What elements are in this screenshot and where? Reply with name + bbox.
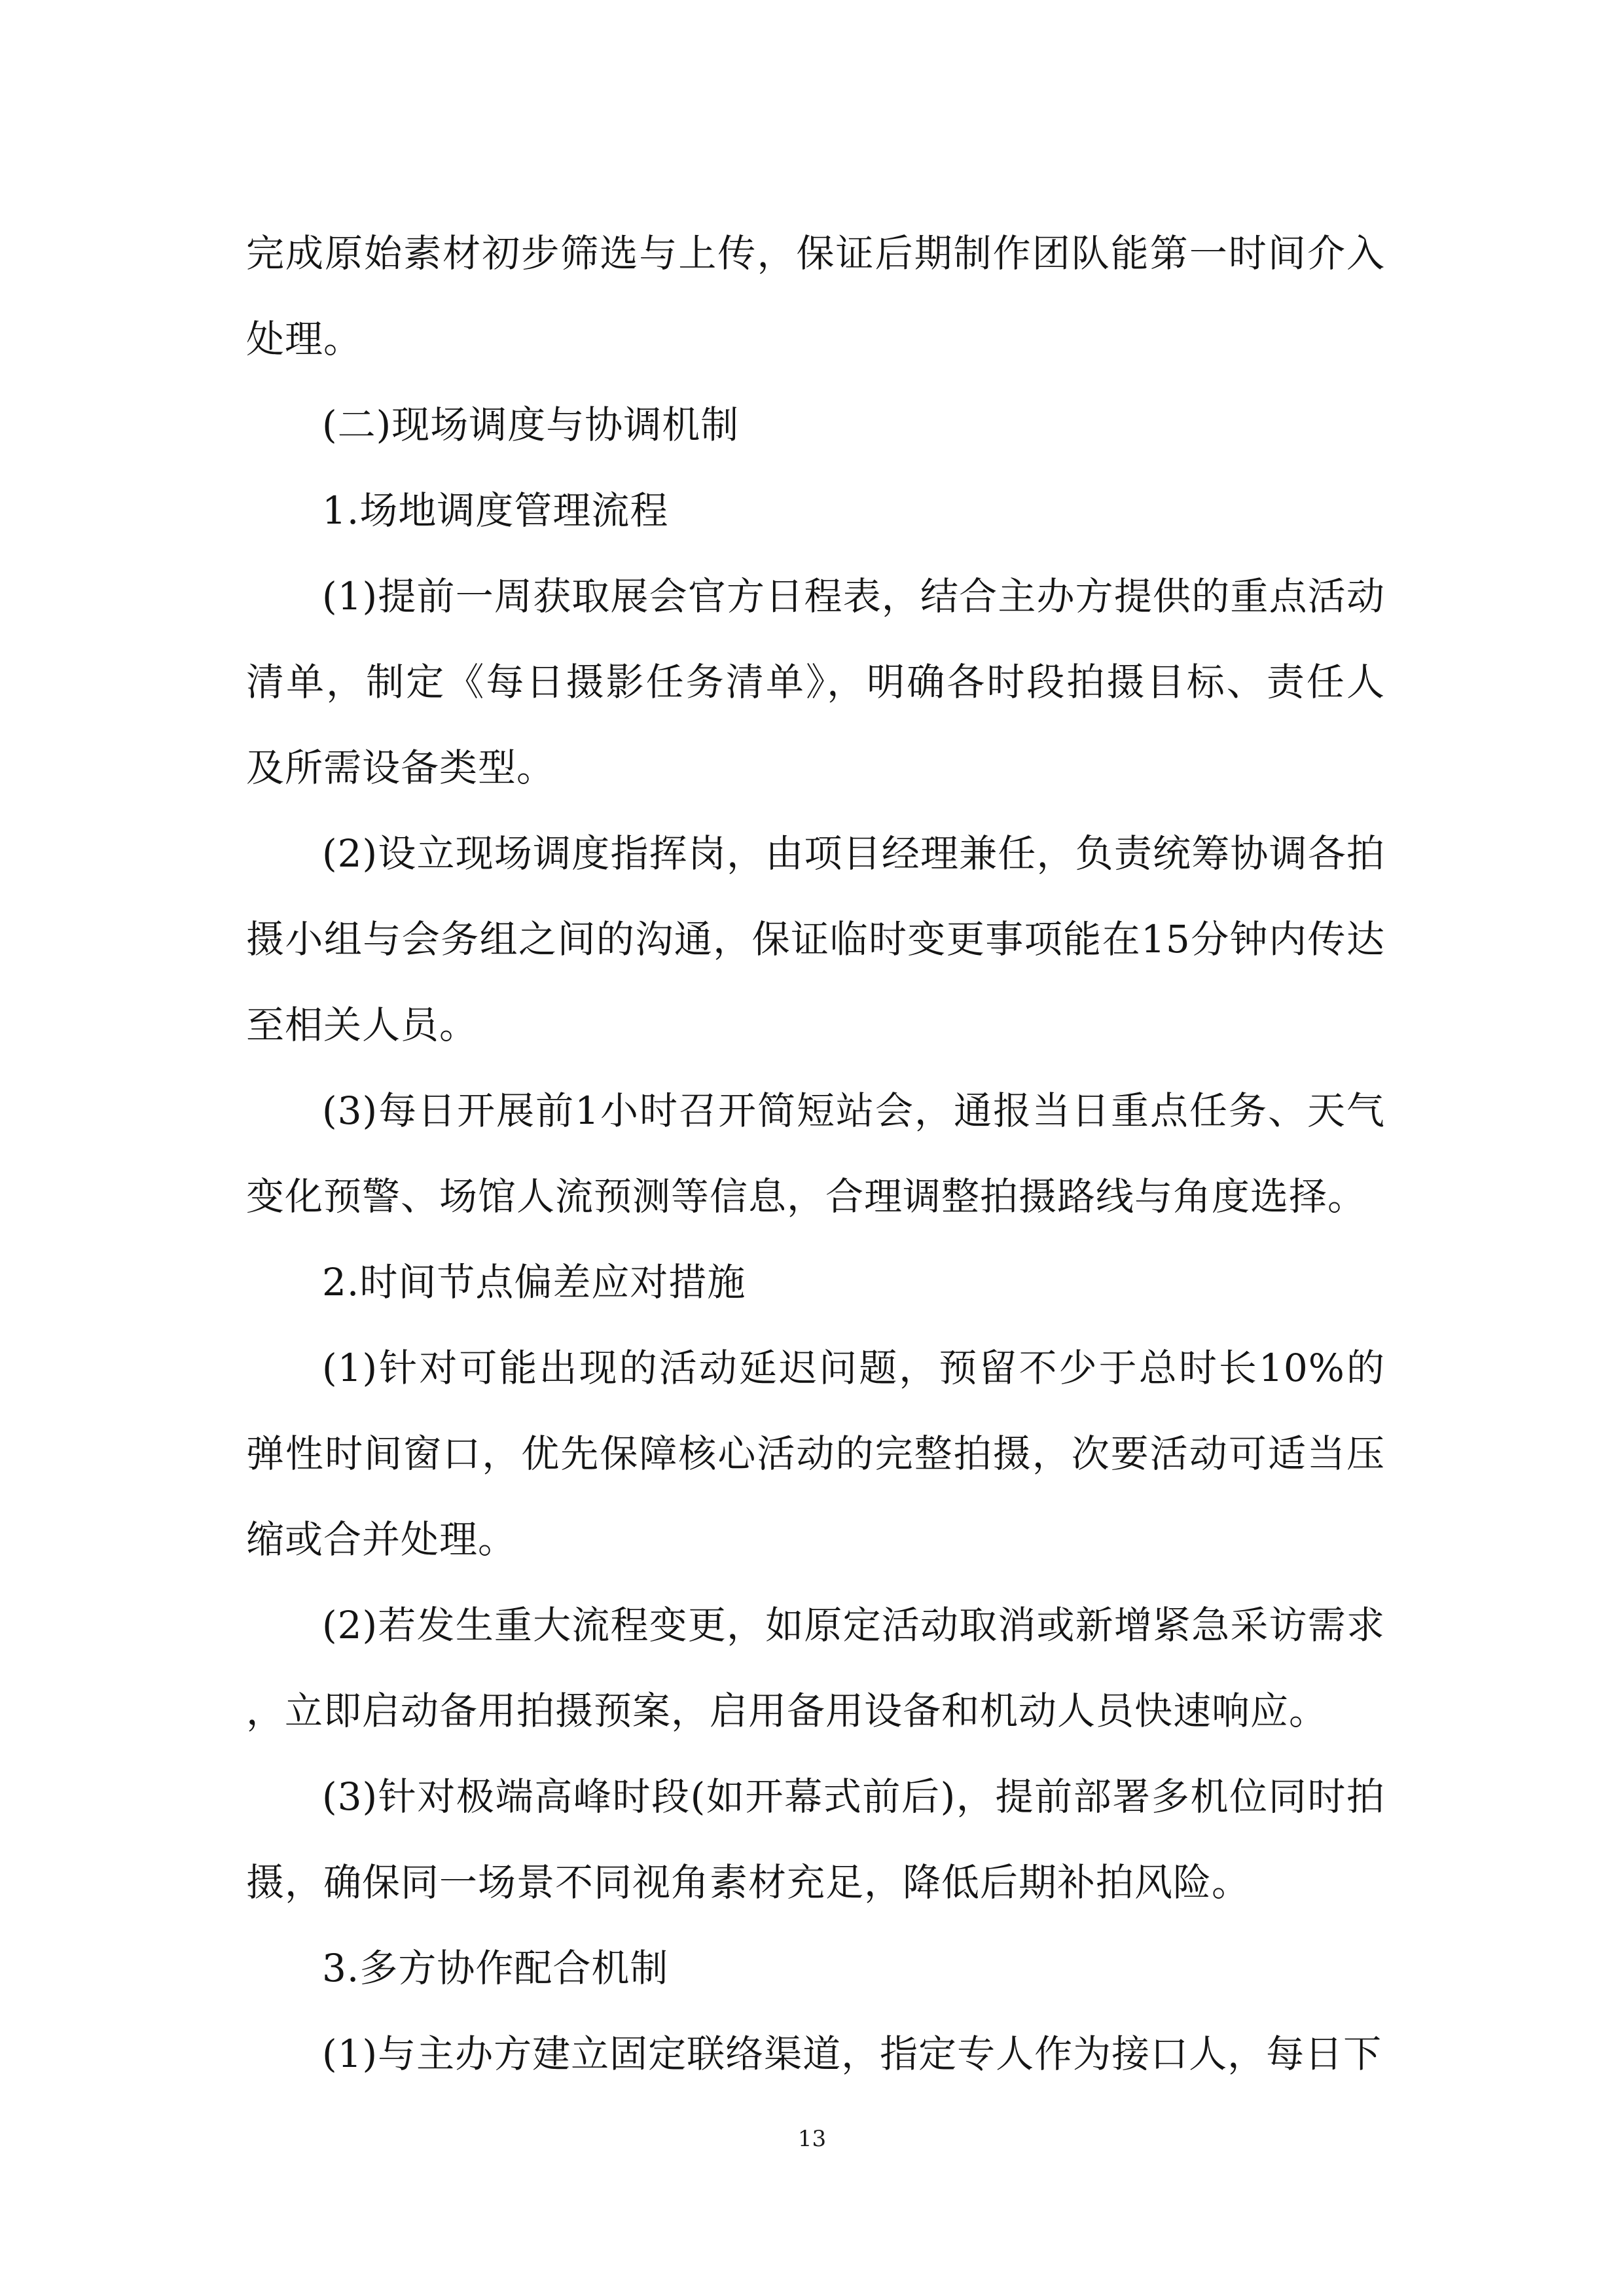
subsection-heading: 3.多方协作配合机制 <box>322 1946 669 1990</box>
list-item-paragraph: (1)针对可能出现的活动延迟问题，预留不少于总时长10%的弹性时间窗口，优先保障核心活动的完整拍摄，次要活动可适当压缩或合并处理。 <box>246 1346 1385 1562</box>
list-item-paragraph: (2)设立现场调度指挥岗，由项目经理兼任，负责统筹协调各拍摄小组与会务组之间的沟通，保证临时变更事项能在15分钟内传达至相关人员。 <box>246 831 1385 1047</box>
subsection-heading: 2.时间节点偏差应对措施 <box>322 1260 746 1304</box>
list-item-paragraph: (1)与主办方建立固定联络渠道，指定专人作为接口人，每日下 <box>322 2032 1382 2076</box>
section-heading: (二)现场调度与协调机制 <box>322 403 740 447</box>
list-item-paragraph: (3)针对极端高峰时段(如开幕式前后)，提前部署多机位同时拍摄，确保同一场景不同视角素材充足，降低后期补拍风险。 <box>246 1774 1385 1905</box>
subsection-heading: 1.场地调度管理流程 <box>322 488 669 533</box>
list-item-paragraph: (2)若发生重大流程变更，如原定活动取消或新增紧急采访需求，立即启动备用拍摄预案，启用备用设备和机动人员快速响应。 <box>246 1603 1385 1733</box>
list-item-paragraph: (1)提前一周获取展会官方日程表，结合主办方提供的重点活动清单，制定《每日摄影任务清单》，明确各时段拍摄目标、责任人及所需设备类型。 <box>246 574 1385 790</box>
paragraph-continuation: 完成原始素材初步筛选与上传，保证后期制作团队能第一时间介入处理。 <box>246 231 1385 361</box>
page-number: 13 <box>797 2126 827 2152</box>
document-body <box>246 211 1385 2097</box>
list-item-paragraph: (3)每日开展前1小时召开简短站会，通报当日重点任务、天气变化预警、场馆人流预测等信息，合理调整拍摄路线与角度选择。 <box>246 1088 1385 1219</box>
